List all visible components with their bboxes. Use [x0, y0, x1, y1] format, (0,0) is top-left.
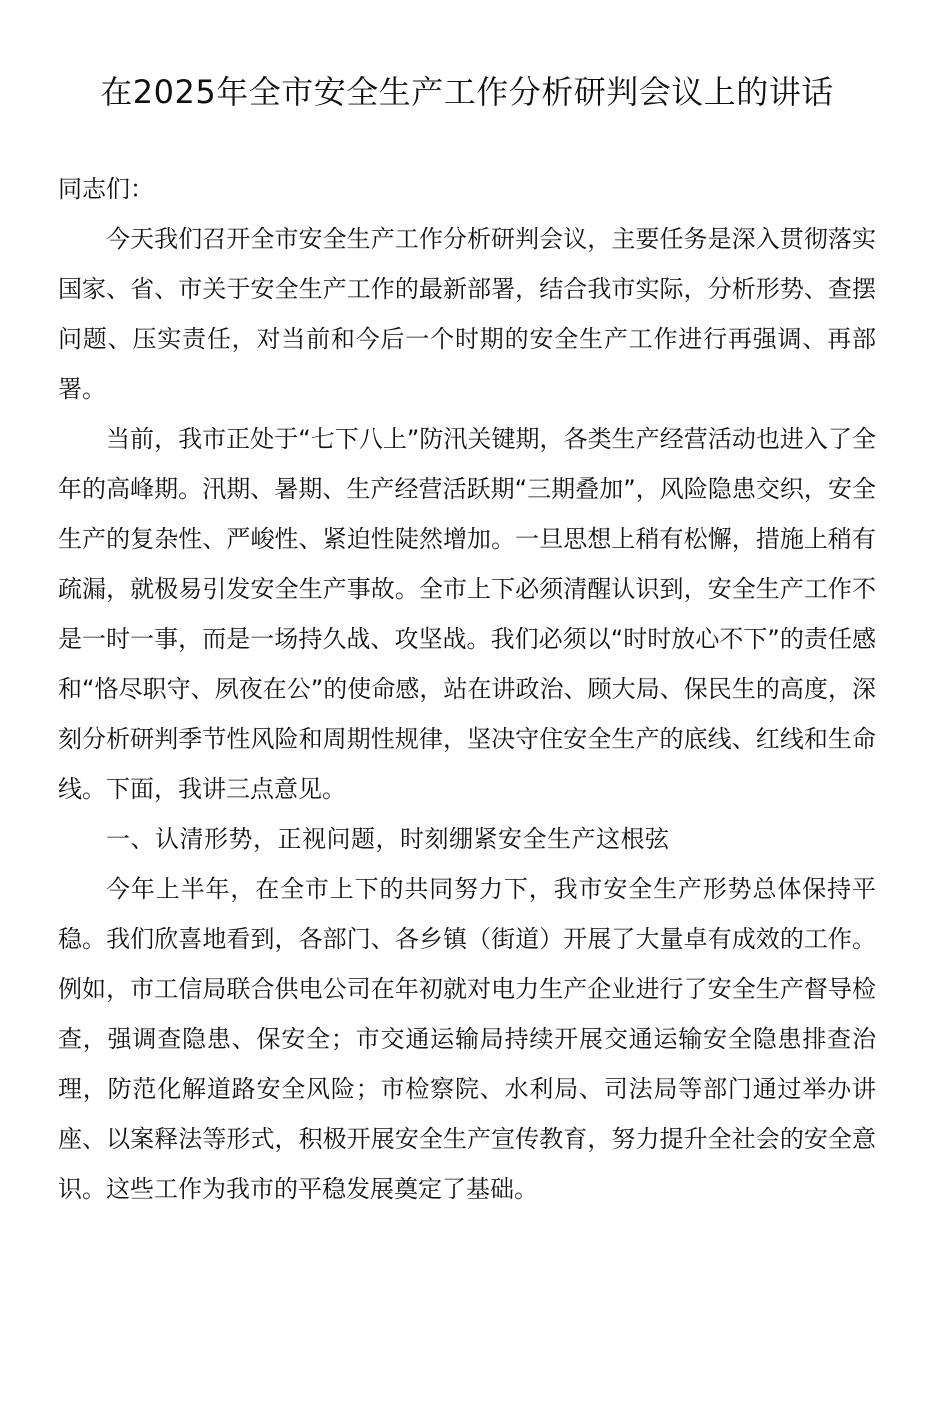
paragraph-section-1: 今年上半年，在全市上下的共同努力下，我市安全生产形势总体保持平稳。我们欣喜地看到，各部门、各乡镇（街道）开展了大量卓有成效的工作。例如，市工信局联合供电公司在年初就对电力生产企业进行了安全生产督导检查，强调查隐患、保安全；市交通运输局持续开展交通运输安全隐患排查治理，防范化解道路安全风险；市检察院、水利局、司法局等部门通过举办讲座、以案释法等形式，积极开展安全生产宣传教育，努力提升全社会的安全意识。这些工作为我市的平稳发展奠定了基础。 — [58, 875, 876, 1203]
document-page — [0, 70, 950, 1414]
document-title: 在2025年全市安全生产工作分析研判会议上的讲话 — [100, 73, 834, 111]
salutation: 同志们： — [58, 175, 154, 203]
document-body — [58, 164, 876, 1214]
section-heading: 一、认清形势，正视问题，时刻绷紧安全生产这根弦 — [106, 825, 670, 853]
paragraph-situation: 当前，我市正处于“七下八上”防汛关键期，各类生产经营活动也进入了全年的高峰期。汛期、暑期、生产经营活跃期“三期叠加”，风险隐患交织，安全生产的复杂性、严峻性、紧迫性陡然增加。一旦思想上稍有松懈，措施上稍有疏漏，就极易引发安全生产事故。全市上下必须清醒认识到，安全生产工作不是一时一事，而是一场持久战、攻坚战。我们必须以“时时放心不下”的责任感和“恪尽职守、夙夜在公”的使命感，站在讲政治、顾大局、保民生的高度，深刻分析研判季节性风险和周期性规律，坚决守住安全生产的底线、红线和生命线。下面，我讲三点意见。 — [58, 425, 876, 803]
paragraph-intro: 今天我们召开全市安全生产工作分析研判会议，主要任务是深入贯彻落实国家、省、市关于安全生产工作的最新部署，结合我市实际，分析形势、查摆问题、压实责任，对当前和今后一个时期的安全生产工作进行再强调、再部署。 — [58, 225, 876, 403]
